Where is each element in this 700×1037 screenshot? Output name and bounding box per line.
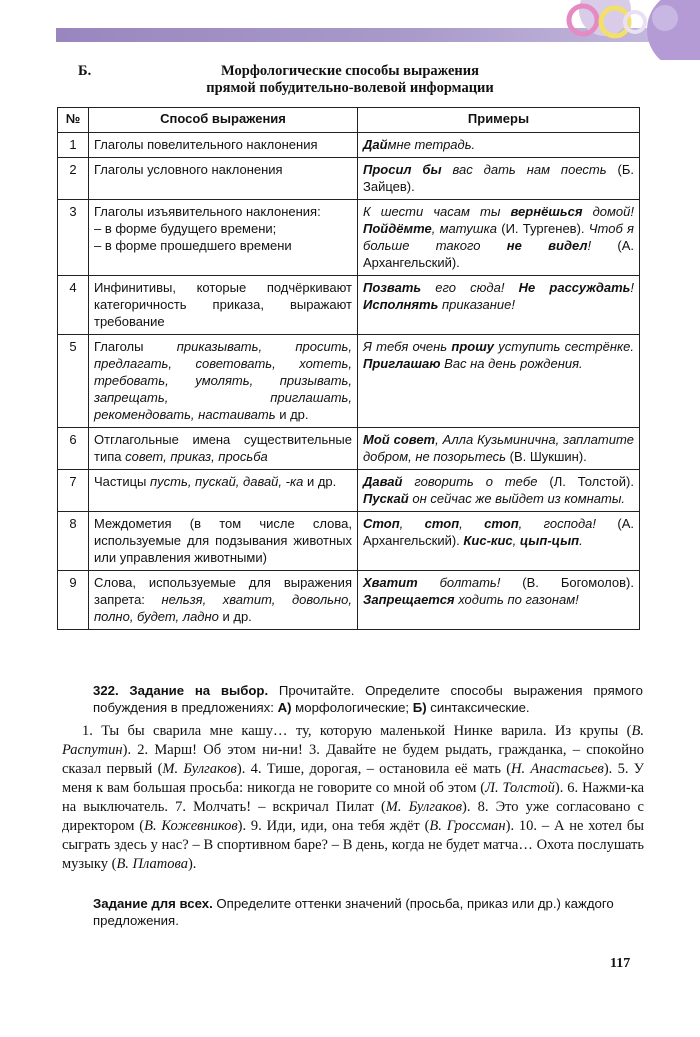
row-number: 9 bbox=[58, 571, 89, 630]
col-number-header: № bbox=[58, 108, 89, 133]
table-row bbox=[58, 470, 640, 512]
section-title-line1: Морфологические способы выражения bbox=[221, 63, 479, 79]
example-cell: Хватит болтать! (В. Богомолов). Запрещается ходить по газонам! bbox=[358, 571, 640, 630]
col-examples-header: Примеры bbox=[358, 108, 640, 133]
row-number: 7 bbox=[58, 470, 89, 512]
table-row bbox=[58, 200, 640, 276]
task2-label: Задание для всех. bbox=[93, 896, 213, 911]
section-title-line2: прямой побудительно-волевой информации bbox=[206, 80, 494, 96]
methods-table bbox=[57, 107, 640, 630]
example-cell: Мой совет, Алла Кузьминична, заплатите добром, не позорьтесь (В. Шукшин). bbox=[358, 428, 640, 470]
table-row bbox=[58, 571, 640, 630]
example-cell: Стоп, стоп, стоп, господа! (А. Архангельский). Кис-кис, цып-цып. bbox=[358, 512, 640, 571]
table-row bbox=[58, 276, 640, 335]
row-number: 4 bbox=[58, 276, 89, 335]
decorative-circles bbox=[545, 0, 700, 60]
row-number: 5 bbox=[58, 335, 89, 428]
table-row bbox=[58, 133, 640, 158]
section-heading bbox=[56, 63, 644, 97]
row-number: 1 bbox=[58, 133, 89, 158]
example-cell: Даймне тетрадь. bbox=[358, 133, 640, 158]
method-cell: Слова, используемые для выражения запрета: нельзя, хватит, довольно, полно, будет, ладно и др. bbox=[89, 571, 358, 630]
exercise-322: 322. Задание на выбор. Прочитайте. Определите способы выражения прямого побуждения в предложениях: А) морфологические; Б) синтаксические. bbox=[93, 683, 643, 715]
example-cell: Позвать его сюда! Не рассуждать! Исполнять приказание! bbox=[358, 276, 640, 335]
task-for-all: Задание для всех. Определите оттенки значений (просьба, приказ или др.) каждого предложения. bbox=[93, 896, 614, 928]
method-cell: Глаголы условного наклонения bbox=[89, 158, 358, 200]
exercise-sentences: 1. Ты бы сварила мне кашу… ту, которую маленькой Нинке варила. Из крупы (В. Распутин). 2. Марш! Об этом ни-ни! 3. Давайте не будем рыдать, гражданка, – спокойно сказал первый (М. Булгаков). 4. Тише, дорогая, – остановила её мать (Н. Анастасьев). 5. У меня к вам большая просьба: никогда не говорите со мной об этом (Л. Толстой). 6. Нажми-ка на выключатель. 7. Молчать! – вскричал Пилат (М. Булгаков). 8. Это уже согласовано с директором (В. Кожевников). 9. Иди, иди, она тебя ждёт (В. Гроссман). 10. – А не хотел бы сыграть здесь у нас? – В спортивном баре? – В день, когда не будет матча… Охота послушать музыку (В. Платова). bbox=[62, 723, 645, 872]
page-number: 117 bbox=[610, 956, 631, 971]
method-cell: Частицы пусть, пускай, давай, -ка и др. bbox=[89, 470, 358, 512]
row-number: 8 bbox=[58, 512, 89, 571]
method-cell: Глаголы изъявительного наклонения: – в форме будущего времени; – в форме прошедшего времени bbox=[89, 200, 358, 276]
table-row bbox=[58, 158, 640, 200]
method-cell: Глаголы приказывать, просить, предлагать, советовать, хотеть, требовать, умолять, призывать, запрещать, приглашать, рекомендовать, настаивать и др. bbox=[89, 335, 358, 428]
section-letter: Б. bbox=[78, 63, 92, 79]
row-number: 2 bbox=[58, 158, 89, 200]
table-row bbox=[58, 512, 640, 571]
col-method-header: Способ выражения bbox=[89, 108, 358, 133]
example-cell: К шести часам ты вернёшься домой! Пойдёмте, матушка (И. Тургенев). Чтоб я больше такого не видел! (А. Архангельский). bbox=[358, 200, 640, 276]
exercise-label: 322. Задание на выбор. bbox=[93, 683, 269, 698]
row-number: 6 bbox=[58, 428, 89, 470]
table-row bbox=[58, 428, 640, 470]
method-cell: Междометия (в том числе слова, используемые для подзывания животных или управления животными) bbox=[89, 512, 358, 571]
method-cell: Инфинитивы, которые подчёркивают категоричность приказа, выражают требование bbox=[89, 276, 358, 335]
method-cell: Отглагольные имена существительные типа совет, приказ, просьба bbox=[89, 428, 358, 470]
table-row bbox=[58, 335, 640, 428]
row-number: 3 bbox=[58, 200, 89, 276]
example-cell: Я тебя очень прошу уступить сестрёнке. Приглашаю Вас на день рождения. bbox=[358, 335, 640, 428]
method-cell: Глаголы повелительного наклонения bbox=[89, 133, 358, 158]
example-cell: Просил бы вас дать нам поесть (Б. Зайцев). bbox=[358, 158, 640, 200]
example-cell: Давай говорить о тебе (Л. Толстой). Пускай он сейчас же выйдет из комнаты. bbox=[358, 470, 640, 512]
